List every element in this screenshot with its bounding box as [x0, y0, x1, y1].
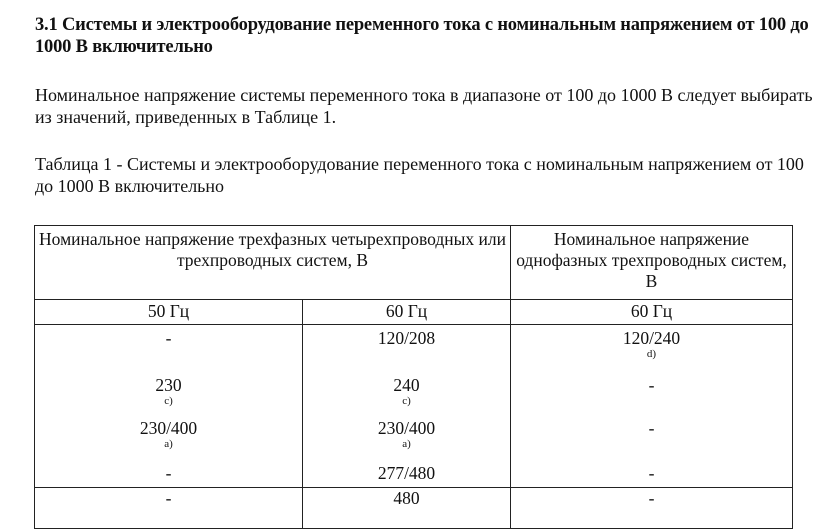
table-row	[35, 488, 793, 529]
cell-60hz-group1	[303, 325, 511, 488]
cell-value: 120/208	[377, 328, 436, 348]
cell-value: 230/400 $^{a)}$	[377, 418, 436, 451]
cell-value: -	[648, 375, 655, 395]
cell-value: -	[648, 418, 655, 438]
section-paragraph: Номинальное напряжение системы переменного тока в диапазоне от 100 до 1000 В следует выбирать из значений, приведенных в Таблице 1.	[35, 85, 813, 127]
section-heading: 3.1 Системы и электрооборудование переменного тока с номинальным напряжением от 100 до 1000 В включительно	[35, 15, 809, 57]
cell-value: 277/480	[377, 463, 436, 483]
subheader-50hz: 50 Гц	[35, 300, 303, 325]
cell-50hz-group1	[35, 325, 303, 488]
cell-60hz-group2: 480	[303, 488, 511, 529]
cell-value: 120/240 $^{d)}$	[622, 328, 681, 361]
cell-value: -	[165, 328, 172, 348]
table-subheader-row	[35, 300, 793, 325]
header-single-phase: Номинальное напряжение однофазных трехпроводных систем, В	[511, 226, 793, 300]
table-header-row	[35, 226, 793, 300]
cell-value: 230/400 $^{a)}$	[139, 418, 198, 451]
voltage-table	[34, 225, 793, 529]
cell-50hz-group2: -	[35, 488, 303, 529]
table-caption: Таблица 1 - Системы и электрооборудование переменного тока с номинальным напряжением от 100 до 1000 В включительно	[35, 154, 804, 196]
cell-60hz-single-group1	[511, 325, 793, 488]
cell-value: -	[648, 463, 655, 483]
cell-60hz-single-group2: -	[511, 488, 793, 529]
cell-value: 240 $^{c)}$	[393, 375, 420, 408]
cell-value: -	[165, 463, 172, 483]
cell-value: 230 $^{c)}$	[155, 375, 182, 408]
subheader-60hz: 60 Гц	[303, 300, 511, 325]
table-row	[35, 325, 793, 488]
header-three-phase: Номинальное напряжение трехфазных четырехпроводных или трехпроводных систем, В	[35, 226, 511, 300]
subheader-60hz-single: 60 Гц	[511, 300, 793, 325]
